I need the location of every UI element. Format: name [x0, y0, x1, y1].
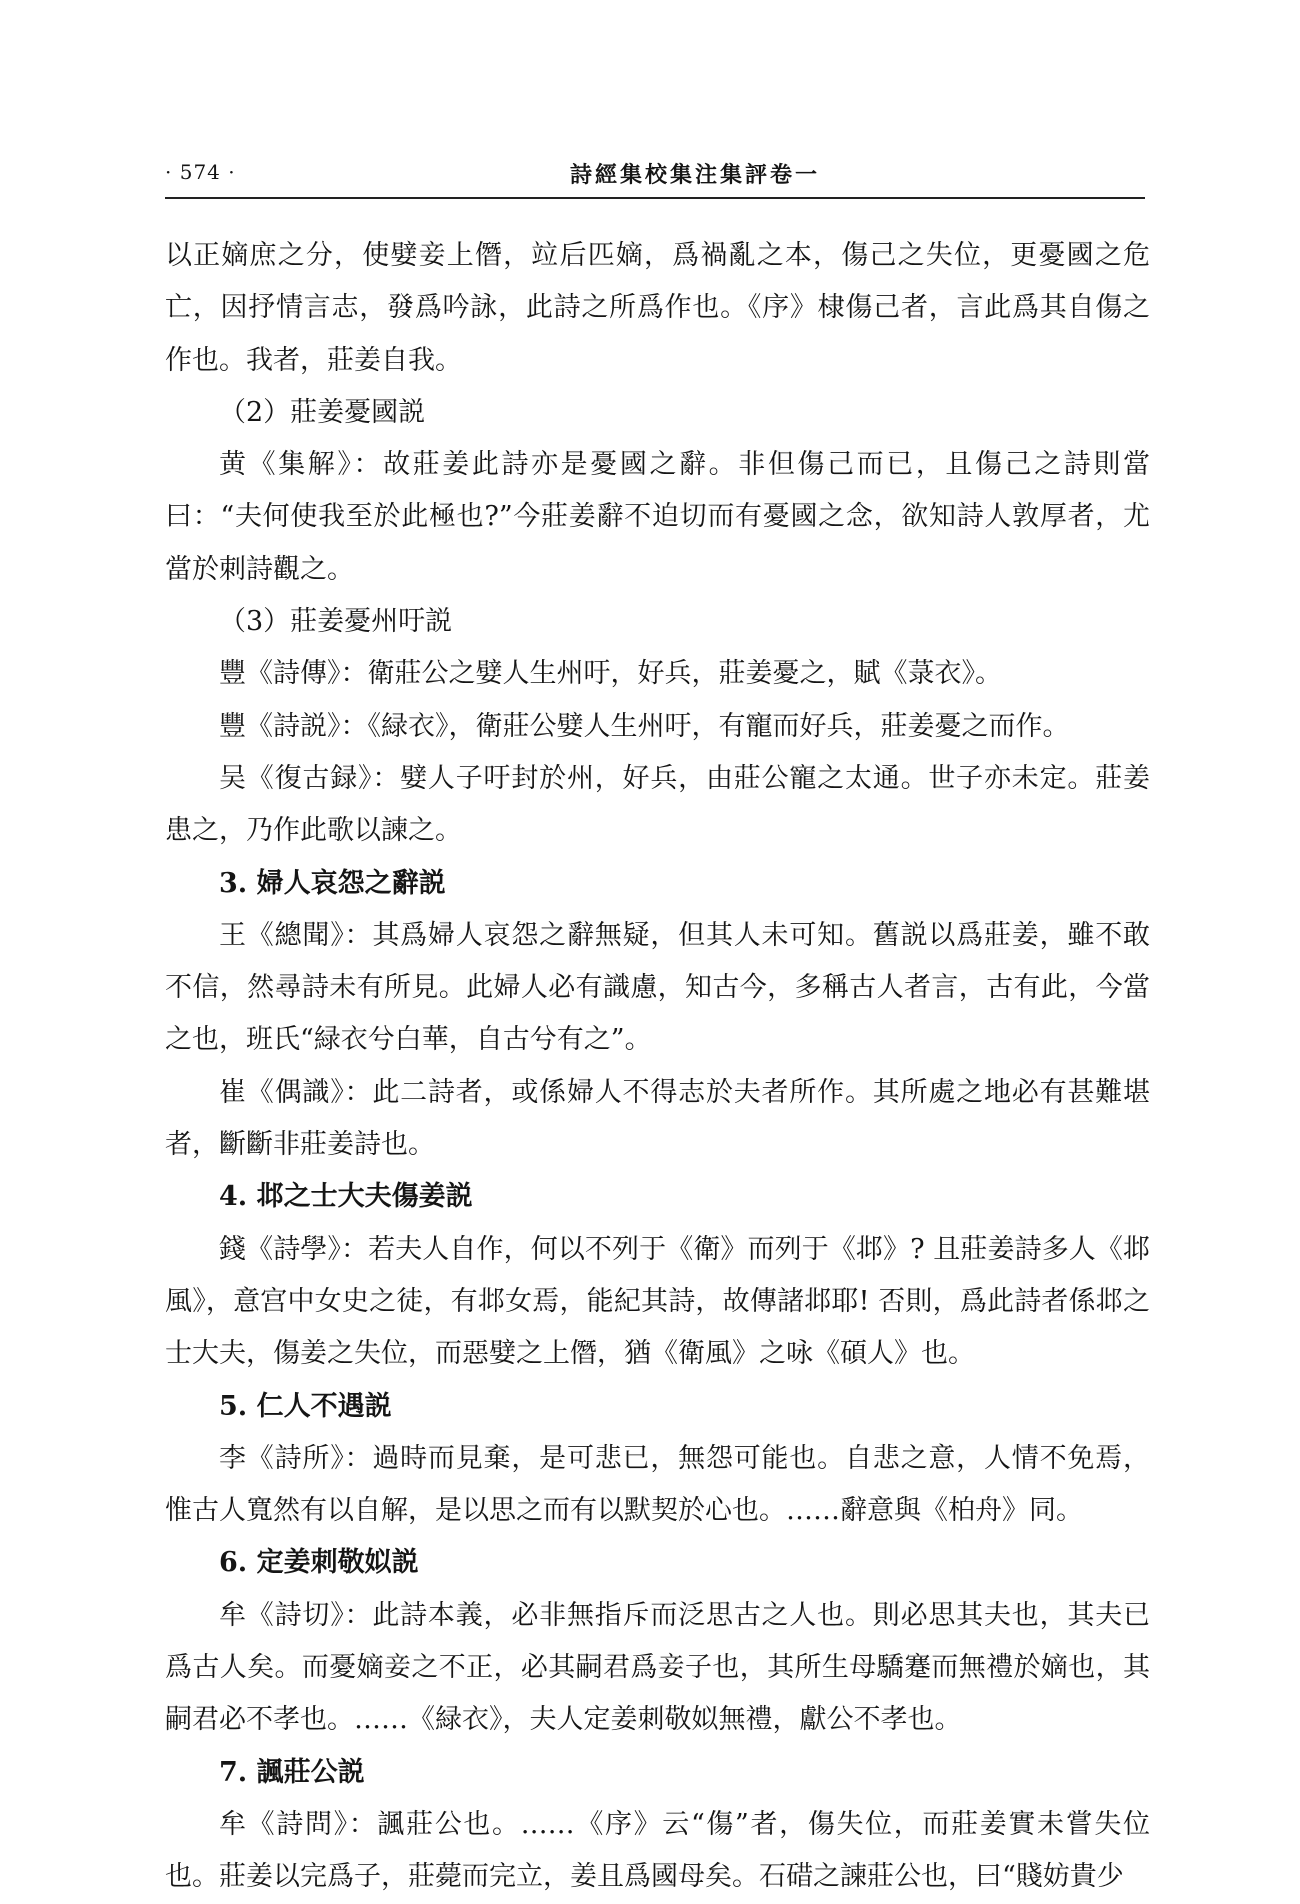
paragraph: 崔《偶識》：此二詩者，或係婦人不得志於夫者所作。其所處之地必有甚難堪者，斷斷非莊姜詩也。	[165, 1076, 1150, 1161]
paragraph: 李《詩所》：過時而見棄，是可悲已，無怨可能也。自悲之意，人情不免焉，惟古人寬然有以自解，是以思之而有以默契於心也。……辭意與《柏舟》同。	[165, 1442, 1150, 1527]
section-heading: 7. 諷莊公説	[219, 1756, 365, 1788]
paragraph: 豐《詩傳》：衛莊公之嬖人生州吁，好兵，莊姜憂之，賦《菉衣》。	[219, 658, 1002, 690]
section-heading: 5. 仁人不遇説	[219, 1390, 392, 1422]
paragraph: 吴《復古録》：嬖人子吁封於州，好兵，由莊公寵之太通。世子亦未定。莊姜患之，乃作此歌以諫之。	[165, 762, 1150, 847]
section-heading: 6. 定姜刺敬姒説	[219, 1547, 419, 1579]
paragraph: 黄《集解》：故莊姜此詩亦是憂國之辭。非但傷己而已，且傷己之詩則當曰：“夫何使我至於此極也?”今莊姜辭不迫切而有憂國之念，欲知詩人敦厚者，尤當於刺詩觀之。	[165, 449, 1150, 585]
page-header	[165, 158, 1145, 188]
paragraph: 牟《詩問》：諷莊公也。……《序》云“傷”者，傷失位，而莊姜實未嘗失位也。莊姜以完爲子，莊薨而完立，姜且爲國母矣。石碏之諫莊公也，曰“賤妨貴少	[165, 1808, 1150, 1893]
section-heading: 4. 邶之士大夫傷姜説	[219, 1181, 473, 1213]
page-body	[165, 230, 1150, 1904]
paragraph: 以正嫡庶之分，使嬖妾上僭，竝后匹嫡，爲禍亂之本，傷己之失位，更憂國之危亡，因抒情言志，發爲吟詠，此詩之所爲作也。《序》棣傷己者，言此爲其自傷之作也。我者，莊姜自我。	[165, 240, 1150, 376]
header-rule	[165, 197, 1145, 199]
paragraph: 豐《詩説》：《緑衣》，衛莊公嬖人生州吁，有寵而好兵，莊姜憂之而作。	[219, 710, 1070, 742]
running-head: 詩經集校集注集評卷一	[569, 162, 820, 188]
section-heading: 3. 婦人哀怨之辭説	[219, 867, 446, 899]
section-heading: （3）莊姜憂州吁説	[219, 606, 453, 638]
paragraph: 牟《詩切》：此詩本義，必非無指斥而泛思古之人也。則必思其夫也，其夫已爲古人矣。而憂嫡妾之不正，必其嗣君爲妾子也，其所生母驕蹇而無禮於嫡也，其嗣君必不孝也。……《緑衣》，夫人定姜刺敬姒無禮，獻公不孝也。	[165, 1599, 1150, 1736]
page-number: · 574 ·	[165, 160, 236, 184]
paragraph: 王《總聞》：其爲婦人哀怨之辭無疑，但其人未可知。舊説以爲莊姜，雖不敢不信，然尋詩未有所見。此婦人必有識慮，知古今，多稱古人者言，古有此，今當之也，班氏“緑衣兮白華，自古兮有之”。	[165, 919, 1150, 1056]
paragraph: 錢《詩學》：若夫人自作，何以不列于《衛》而列于《邶》? 且莊姜詩多人《邶風》，意宫中女史之徒，有邶女焉，能紀其詩，故傳諸邶耶! 否則，爲此詩者係邶之士大夫，傷姜之失位，而惡嬖之上僭，猶《衛風》之咏《碩人》也。	[165, 1233, 1150, 1370]
section-heading: （2）莊姜憂國説	[219, 396, 426, 428]
